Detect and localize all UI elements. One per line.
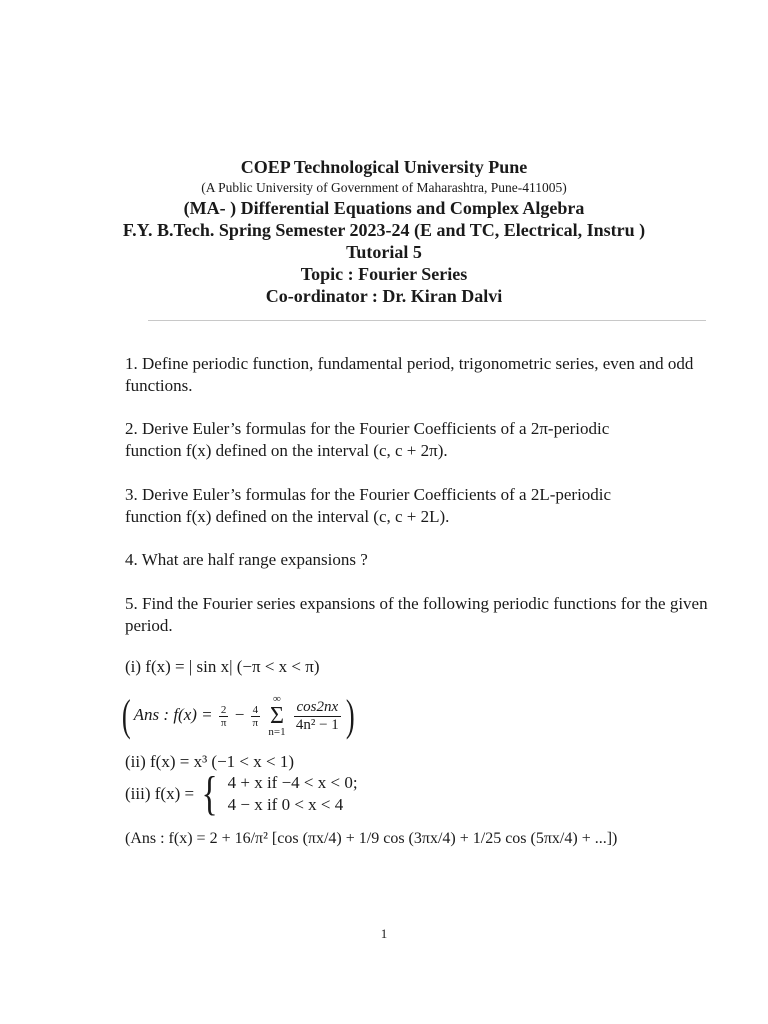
topic-line: Topic : Fourier Series xyxy=(300,264,468,284)
question-2-line-2: function f(x) defined on the interval (c, c + 2π). xyxy=(125,441,448,460)
right-paren-glyph: ) xyxy=(345,691,355,740)
question-3-line-1: 3. Derive Euler’s formulas for the Fourier Coefficients of a 2L-periodic xyxy=(125,485,612,504)
question-2 xyxy=(125,418,713,462)
fraction-numerator: cos2nx xyxy=(294,699,341,717)
header-divider xyxy=(148,320,706,321)
course-title: (MA- ) Differential Equations and Complex Algebra xyxy=(183,198,585,218)
part-iii xyxy=(125,767,358,820)
case-1: 4 + x if −4 < x < 0; xyxy=(227,773,358,792)
fraction-denominator: π xyxy=(220,716,227,729)
answer-iii: (Ans : f(x) = 2 + 16/π² [cos (πx/4) + 1/9 cos (3πx/4) + 1/25 cos (5πx/4) + ...]) xyxy=(125,830,618,847)
answer-i-fraction-3 xyxy=(294,699,341,734)
answer-i-prefix: Ans : f(x) = xyxy=(133,704,213,724)
minus-sign: − xyxy=(234,704,245,724)
fraction-numerator: 4 xyxy=(251,704,261,717)
university-name: COEP Technological University Pune xyxy=(240,157,528,177)
document-header xyxy=(0,156,768,307)
part-i: (i) f(x) = | sin x| (−π < x < π) xyxy=(125,657,320,676)
question-3-line-2: function f(x) defined on the interval (c, c + 2L). xyxy=(125,507,450,526)
summation xyxy=(268,694,285,738)
coordinator-line: Co-ordinator : Dr. Kiran Dalvi xyxy=(265,286,503,306)
question-4: 4. What are half range expansions ? xyxy=(125,550,368,569)
case-2: 4 − x if 0 < x < 4 xyxy=(227,795,344,814)
left-brace-glyph: { xyxy=(201,767,218,820)
question-3 xyxy=(125,484,713,528)
program-line: F.Y. B.Tech. Spring Semester 2023-24 (E and TC, Electrical, Instru ) xyxy=(122,220,646,240)
question-5: 5. Find the Fourier series expansions of the following periodic functions for the given period. xyxy=(125,594,708,635)
part-ii: (ii) f(x) = x³ (−1 < x < 1) xyxy=(125,752,295,771)
tutorial-number: Tutorial 5 xyxy=(346,242,422,262)
piecewise-cases xyxy=(228,772,358,816)
sum-lower-limit: n=1 xyxy=(268,726,286,738)
fraction-denominator: π xyxy=(252,716,259,729)
question-1: 1. Define periodic function, fundamental period, trigonometric series, even and odd functions. xyxy=(125,354,694,395)
sum-upper-limit: ∞ xyxy=(273,693,281,705)
answer-i-fraction-2 xyxy=(251,704,261,729)
fraction-denominator: 4n² − 1 xyxy=(295,716,339,733)
university-subtitle: (A Public University of Government of Maharashtra, Pune-411005) xyxy=(201,180,567,195)
answer-i-fraction-1 xyxy=(219,704,229,729)
fraction-numerator: 2 xyxy=(219,704,229,717)
sigma-glyph: Σ xyxy=(269,703,284,729)
part-iii-label: (iii) f(x) = xyxy=(125,784,195,803)
page-number: 1 xyxy=(380,926,388,941)
answer-i xyxy=(119,691,357,740)
left-paren-glyph: ( xyxy=(121,691,131,740)
question-2-line-1: 2. Derive Euler’s formulas for the Fourier Coefficients of a 2π-periodic xyxy=(125,419,610,438)
